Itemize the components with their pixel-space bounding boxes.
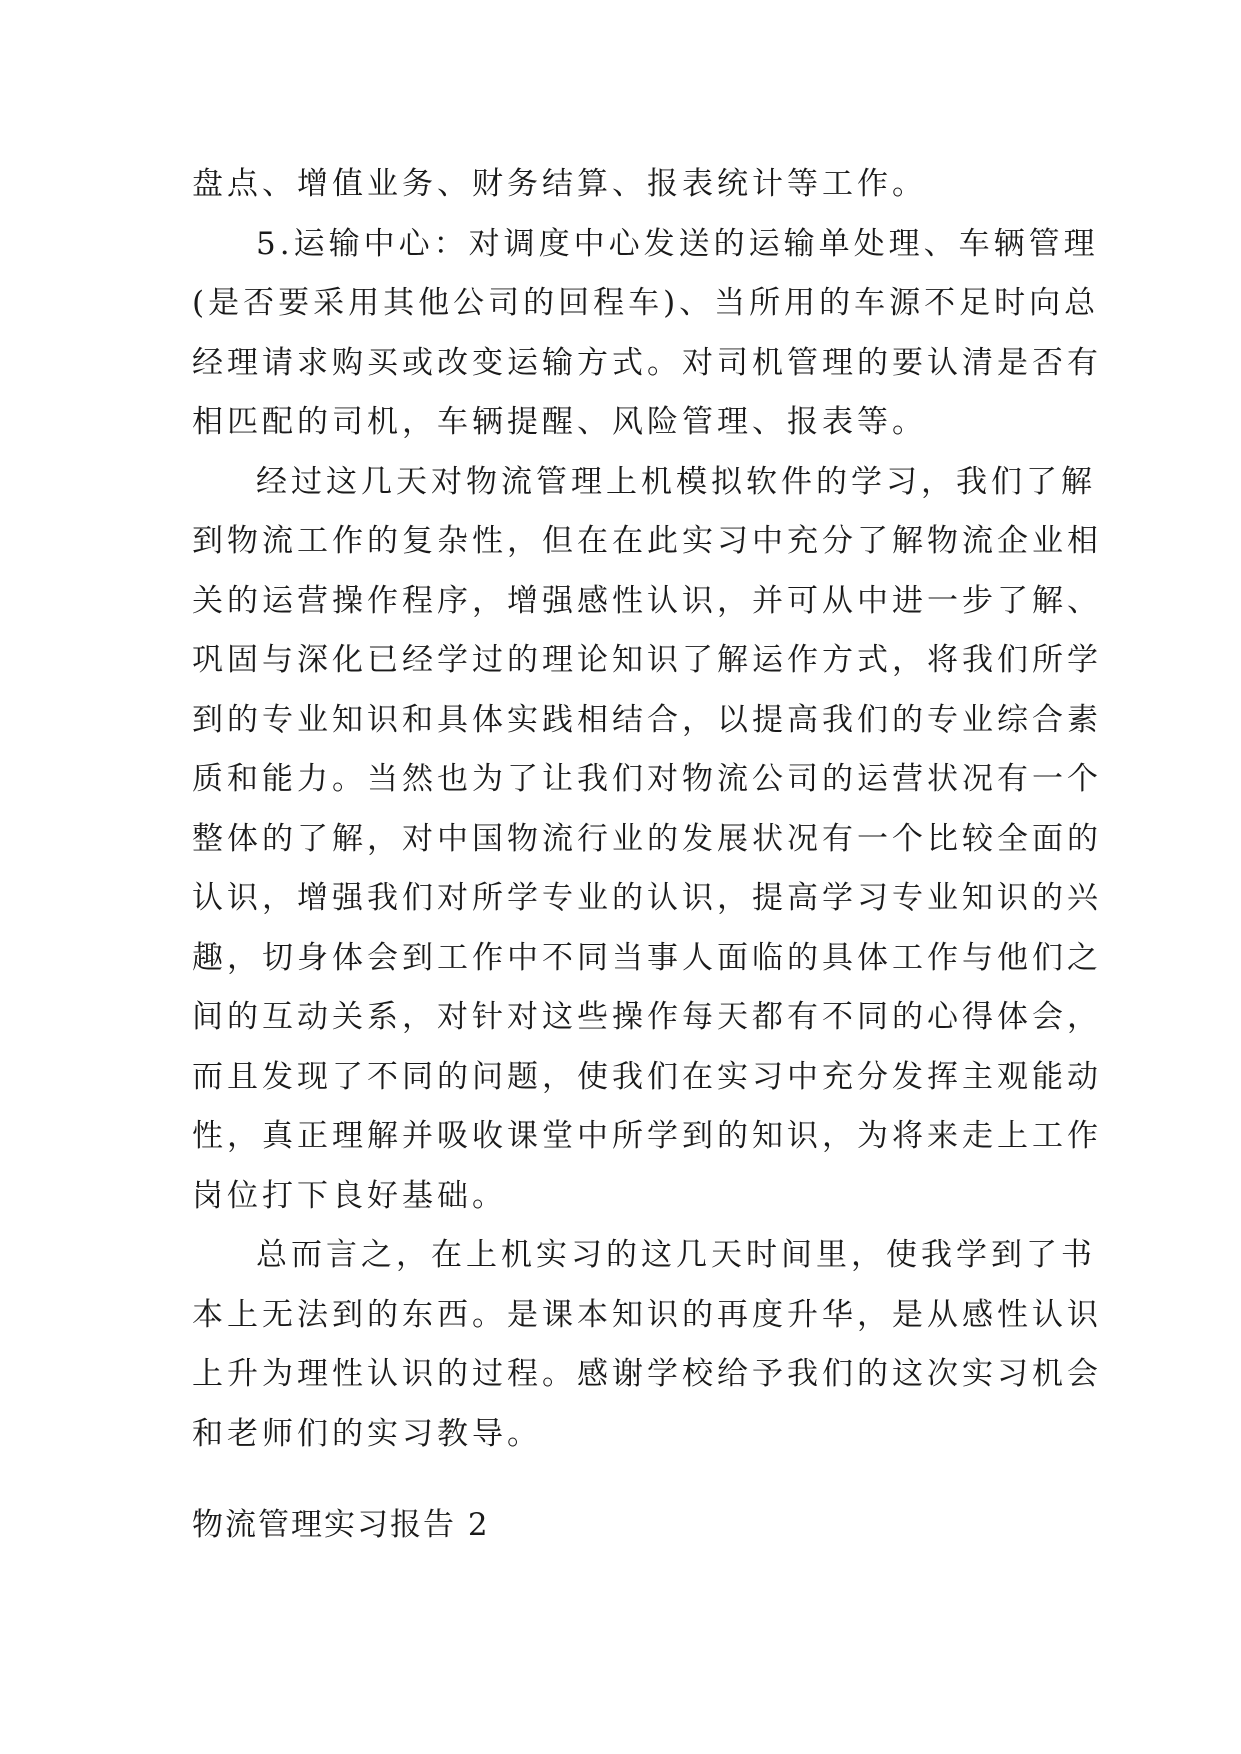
paragraph-line: 和老师们的实习教导。	[192, 1415, 542, 1452]
paragraph-line: 认识，增强我们对所学专业的认识，提高学习专业知识的兴	[192, 880, 1102, 916]
paragraph-line: (是否要采用其他公司的回程车)、当所用的车源不足时向总	[192, 285, 1100, 321]
section-heading: 物流管理实习报告 2	[192, 1507, 490, 1543]
paragraph-line: 关的运营操作程序，增强感性认识，并可从中进一步了解、	[192, 582, 1102, 619]
paragraph-line: 总而言之，在上机实习的这几天时间里，使我学到了书	[256, 1237, 1096, 1273]
paragraph-line: 经理请求购买或改变运输方式。对司机管理的要认清是否有	[192, 344, 1102, 381]
paragraph-line: 上升为理性认识的过程。感谢学校给予我们的这次实习机会	[192, 1356, 1102, 1392]
paragraph-line: 整体的了解，对中国物流行业的发展状况有一个比较全面的	[192, 820, 1102, 857]
paragraph-line: 盘点、增值业务、财务结算、报表统计等工作。	[192, 166, 927, 202]
paragraph-line: 间的互动关系，对针对这些操作每天都有不同的心得体会，	[192, 999, 1102, 1035]
paragraph-line: 趣，切身体会到工作中不同当事人面临的具体工作与他们之	[192, 939, 1102, 976]
paragraph-line: 经过这几天对物流管理上机模拟软件的学习，我们了解	[256, 463, 1096, 500]
document-body	[192, 155, 1102, 1464]
paragraph-line: 岗位打下良好基础。	[192, 1177, 507, 1214]
paragraph-line: 5.运输中心：对调度中心发送的运输单处理、车辆管理	[256, 225, 1099, 262]
paragraph-line: 性，真正理解并吸收课堂中所学到的知识，为将来走上工作	[192, 1118, 1102, 1154]
paragraph-line: 到物流工作的复杂性，但在在此实习中充分了解物流企业相	[192, 523, 1102, 559]
paragraph-line: 本上无法到的东西。是课本知识的再度升华，是从感性认识	[192, 1296, 1102, 1333]
paragraph-line: 相匹配的司机，车辆提醒、风险管理、报表等。	[192, 404, 927, 440]
paragraph-line: 到的专业知识和具体实践相结合，以提高我们的专业综合素	[192, 701, 1102, 738]
paragraph-line: 巩固与深化已经学过的理论知识了解运作方式，将我们所学	[192, 642, 1102, 678]
paragraph-line: 质和能力。当然也为了让我们对物流公司的运营状况有一个	[192, 761, 1102, 797]
paragraph-line: 而且发现了不同的问题，使我们在实习中充分发挥主观能动	[192, 1058, 1102, 1095]
